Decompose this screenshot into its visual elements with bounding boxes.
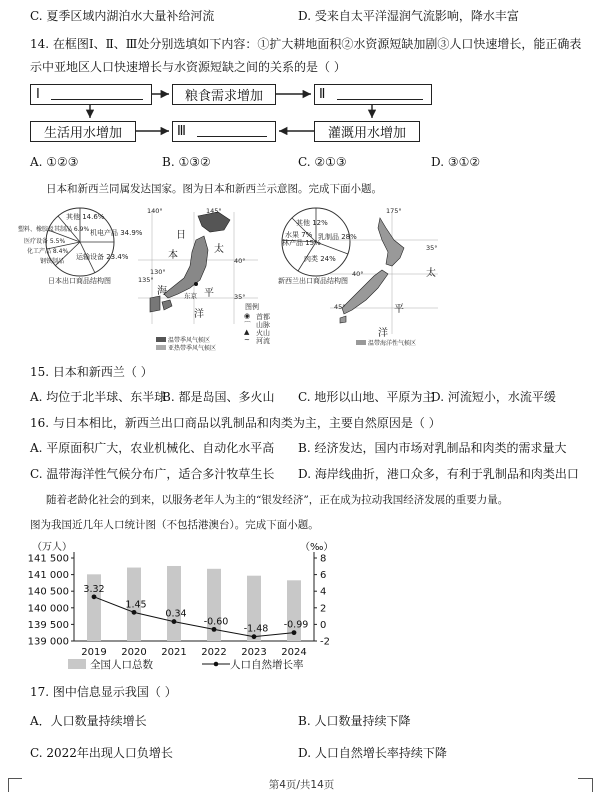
rate-point-2021 xyxy=(172,619,177,624)
y-tick-label-left: 139 500 xyxy=(27,619,69,631)
legend-bar-label: 全国人口总数 xyxy=(90,659,153,671)
nz-pie-meat: 肉类 24% xyxy=(304,255,336,263)
x-tick-label: 2020 xyxy=(121,647,147,658)
y-tick-label-right: 2 xyxy=(320,603,327,615)
legend-capital-icon: ◉ xyxy=(244,312,251,320)
japan-lat-40: 40° xyxy=(234,257,246,265)
legend-subtropical-monsoon: 亚热带季风气候区 xyxy=(168,345,217,352)
flow-box-domestic: 生活用水增加 xyxy=(30,121,136,142)
rate-point-2024 xyxy=(292,630,297,635)
x-tick-label: 2019 xyxy=(81,647,107,658)
japan-lon-135: 135° xyxy=(138,276,154,284)
flow-box-food: 粮食需求增加 xyxy=(172,84,276,105)
legend-volcano: 火山 xyxy=(256,329,270,337)
map-section-intro: 日本和新西兰同属发达国家。图为日本和新西兰示意图。完成下面小题。 xyxy=(46,183,382,195)
nz-map-label-yang: 洋 xyxy=(378,328,388,339)
rate-point-2020 xyxy=(132,610,137,615)
chart-intro-line1: 随着老龄化社会的到来，以服务老年人为主的“银发经济”，正在成为拉动我国经济发展的重要力量。 xyxy=(46,494,509,506)
flow-box-1-label: Ⅰ xyxy=(36,87,40,102)
q14-option-a: A. ①②③ xyxy=(30,155,79,169)
flow-box-3-label: Ⅲ xyxy=(177,124,186,139)
y-tick-label-right: 0 xyxy=(320,619,327,631)
nz-map-svg xyxy=(330,206,440,336)
y-tick-label-left: 140 500 xyxy=(27,586,69,598)
q16-option-d: D. 海岸线曲折，港口众多，有利于乳制品和肉类出口 xyxy=(298,467,579,481)
japan-pie-other: 其他 14.6% xyxy=(66,213,105,221)
chart-ylabel-left: （万人） xyxy=(32,542,72,553)
legend-bar-swatch xyxy=(68,659,86,669)
japan-pie-electro: 机电产品 34.9% xyxy=(90,229,143,237)
y-tick-label-left: 139 000 xyxy=(27,636,69,648)
chart-ylabel-right: （‰） xyxy=(300,542,334,553)
rate-data-label: 1.45 xyxy=(125,599,147,611)
q14-stem-line1: 14. 在框图Ⅰ、Ⅱ、Ⅲ处分别选填如下内容：①扩大耕地面积②水资源短缺加剧③人口快速增长，能正确表 xyxy=(30,37,582,51)
q16-option-b: B. 经济发达，国内市场对乳制品和肉类的需求量大 xyxy=(298,441,567,455)
q13-option-c: C. 夏季区域内湖泊水大量补给河流 xyxy=(30,9,215,23)
nz-pie-dairy: 乳制品 28% xyxy=(318,233,357,241)
y-tick-label-left: 140 000 xyxy=(27,603,69,615)
x-tick-label: 2021 xyxy=(161,647,187,658)
legend-line-label: 人口自然增长率 xyxy=(230,659,304,671)
bar-2021 xyxy=(167,566,181,641)
q17-stem: 17. 图中信息显示我国（ ） xyxy=(30,685,177,699)
page-number: 第4页/共14页 xyxy=(268,779,335,791)
q16-stem: 16. 与日本相比，新西兰出口商品以乳制品和肉类为主，主要自然原因是（ ） xyxy=(30,416,441,430)
y-tick-label-right: 4 xyxy=(320,586,327,598)
japan-pie-transport: 运输设备 23.4% xyxy=(76,253,129,261)
q16-option-c: C. 温带海洋性气候分布广，适合多汁牧草生长 xyxy=(30,467,275,481)
japan-lon-140: 140° xyxy=(147,207,163,215)
legend-river-icon: ~ xyxy=(244,336,250,344)
flow-arrows xyxy=(0,0,603,160)
japan-pie-title: 日本出口商品结构图 xyxy=(48,277,111,285)
q15-option-b: B. 都是岛国、多火山 xyxy=(162,390,275,404)
legend-line-swatch xyxy=(202,659,230,669)
legend-capital: 首都 xyxy=(256,313,270,321)
rate-data-label: 3.32 xyxy=(83,583,105,595)
rate-data-label: -0.99 xyxy=(283,619,309,631)
q14-stem-line2: 示中亚地区人口快速增长与水资源短缺之间的关系的是（ ） xyxy=(30,60,346,74)
legend-title: 图例 xyxy=(245,303,259,311)
nz-legend-label: 温带海洋性气候区 xyxy=(368,340,417,347)
q16-option-a: A. 平原面积广大，农业机械化、自动化水平高 xyxy=(30,441,275,455)
x-tick-label: 2022 xyxy=(201,647,227,658)
rate-data-label: 0.34 xyxy=(165,608,187,620)
japan-map-label-ben: 本 xyxy=(168,250,178,261)
q14-option-d: D. ③①② xyxy=(431,155,481,169)
y-tick-label-right: -2 xyxy=(320,636,330,648)
q14-option-b: B. ①③② xyxy=(162,155,211,169)
y-tick-label-right: 8 xyxy=(320,553,327,565)
y-tick-label-right: 6 xyxy=(320,570,327,582)
legend-river: 河流 xyxy=(256,337,270,345)
legend-temperate-monsoon: 温带季风气候区 xyxy=(168,337,211,344)
chart-intro-line2: 图为我国近几年人口统计图（不包括港澳台）。完成下面小题。 xyxy=(30,519,319,531)
q17-option-d: D. 人口自然增长率持续下降 xyxy=(298,746,447,760)
legend-subtropical-monsoon-swatch xyxy=(156,345,166,350)
japan-lat-35: 35° xyxy=(234,293,246,301)
nz-map-label-ping: 平 xyxy=(394,304,404,315)
japan-map-label-ping: 平 xyxy=(204,288,214,299)
x-tick-label: 2024 xyxy=(281,647,307,658)
nz-lat-35: 35° xyxy=(426,244,438,252)
japan-map-tokyo: 东京 xyxy=(184,292,197,300)
q13-option-d: D. 受来自太平洋湿润气流影响，降水丰富 xyxy=(298,9,519,23)
nz-lat-40: 40° xyxy=(352,270,364,278)
japan-map-label-hai: 海 xyxy=(157,286,167,297)
rate-data-label: -0.60 xyxy=(203,616,229,628)
nz-lon-175: 175° xyxy=(386,207,402,215)
nz-pie-other: 其他 12% xyxy=(296,219,328,227)
flow-box-2-label: Ⅱ xyxy=(319,87,326,102)
japan-lon-145: 145° xyxy=(206,207,222,215)
japan-lon-130: 130° xyxy=(150,268,166,276)
japan-pie-chem: 化工产品 8.4% xyxy=(27,248,69,255)
legend-mountain-icon: ⌒ xyxy=(244,321,251,329)
legend-mountain: 山脉 xyxy=(256,321,270,329)
y-tick-label-left: 141 000 xyxy=(27,570,69,582)
japan-pie-plastic: 塑料、橡胶及其制品 6.9% xyxy=(18,226,90,233)
japan-pie-medical: 医疗设备 5.5% xyxy=(24,238,66,245)
q17-option-a: A．人口数量持续增长 xyxy=(30,714,147,728)
flow-box-irrigation: 灌溉用水增加 xyxy=(314,121,420,142)
rate-point-2019 xyxy=(92,594,97,599)
nz-pie-forestry: 林产品 15% xyxy=(282,239,321,247)
nz-pie-fruit: 水果 7% xyxy=(285,231,313,239)
q14-option-c: C. ②①③ xyxy=(298,155,347,169)
japan-map-label-ri: 日 xyxy=(176,230,186,241)
rate-data-label: -1.48 xyxy=(243,623,269,635)
rate-point-2023 xyxy=(252,634,257,639)
q15-stem: 15. 日本和新西兰（ ） xyxy=(30,365,153,379)
q15-option-d: D. 河流短小，水流平缓 xyxy=(431,390,556,404)
japan-pie-steel: 钢铁制品 xyxy=(40,258,65,265)
x-tick-label: 2023 xyxy=(241,647,267,658)
nz-pie-title: 新西兰出口商品结构图 xyxy=(278,277,348,285)
legend-volcano-icon: ▲ xyxy=(244,328,250,336)
nz-legend-swatch xyxy=(356,340,366,345)
q15-option-a: A. 均位于北半球、东半球 xyxy=(30,390,167,404)
q17-option-b: B. 人口数量持续下降 xyxy=(298,714,411,728)
japan-map-label-yang: 洋 xyxy=(194,309,204,320)
q15-option-c: C. 地形以山地、平原为主 xyxy=(298,390,435,404)
q17-option-c: C. 2022年出现人口负增长 xyxy=(30,746,173,760)
nz-lat-45: 45° xyxy=(334,303,346,311)
legend-temperate-monsoon-swatch xyxy=(156,337,166,342)
y-tick-label-left: 141 500 xyxy=(27,553,69,565)
japan-map-label-tai: 太 xyxy=(214,244,224,255)
rate-point-2022 xyxy=(212,627,217,632)
nz-map-label-tai: 太 xyxy=(426,268,436,279)
